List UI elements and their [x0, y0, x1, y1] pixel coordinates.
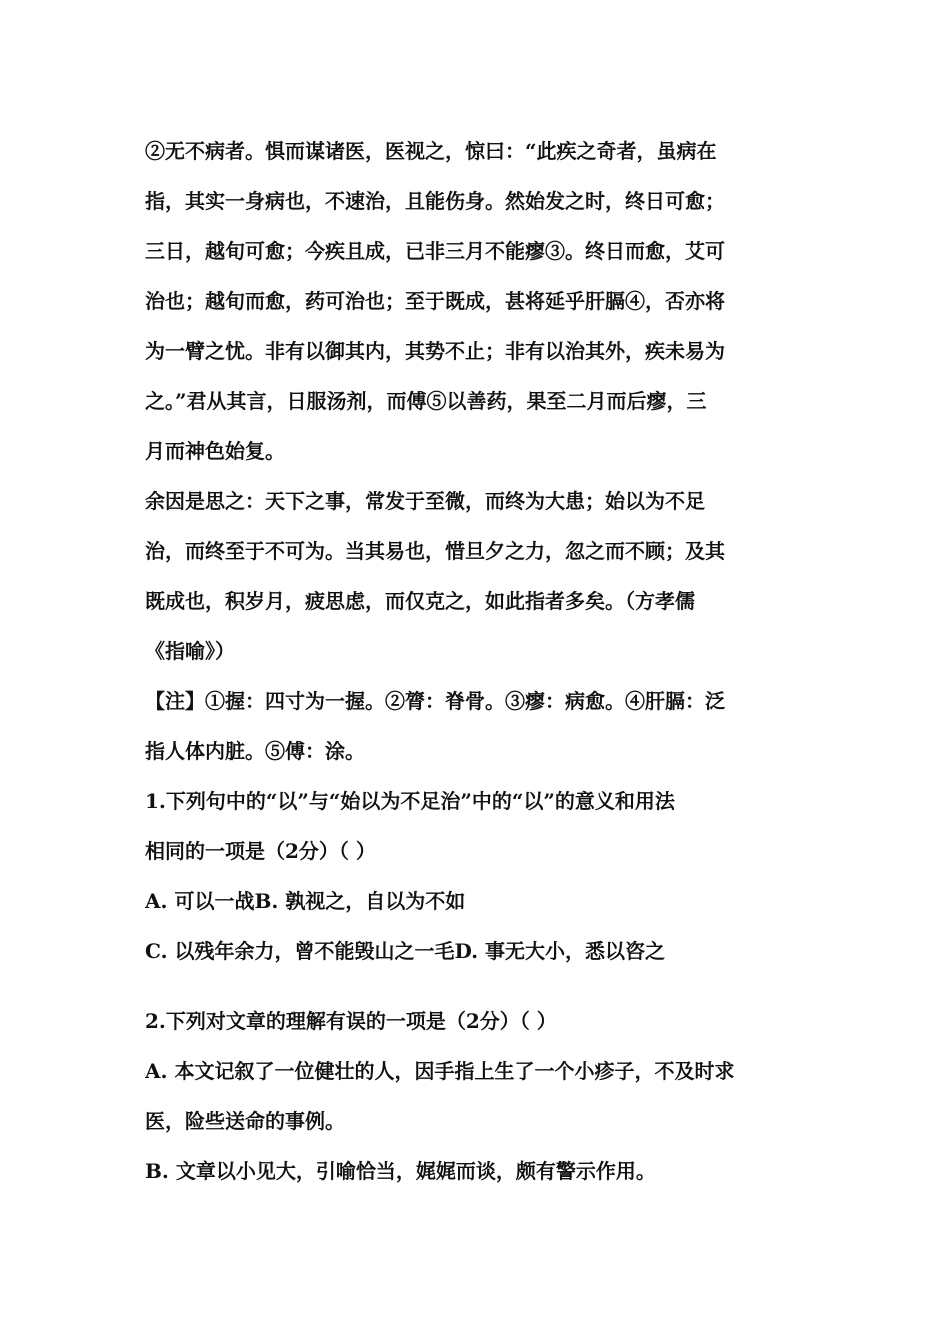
question-option-c-d: C. 以残年余力，曾不能毁山之一毛D. 事无大小，悉以咨之	[145, 939, 666, 963]
text-line: 指，其实一身病也，不速治，且能伤身。然始发之时，终日可愈；	[145, 189, 725, 213]
text-line: 三日，越旬可愈；今疾且成，已非三月不能瘳③。终日而愈，艾可	[145, 239, 725, 263]
question-stem: 2.下列对文章的理解有误的一项是（2分）（ ）	[145, 1009, 557, 1033]
annotation-notes	[145, 676, 815, 776]
spacer	[145, 976, 815, 996]
text-line: 治也；越旬而愈，药可治也；至于既成，甚将延乎肝膈④，否亦将	[145, 289, 725, 313]
text-line: 《指喻》）	[145, 639, 235, 663]
question-2	[145, 996, 815, 1196]
note-line: 【注】①握：四寸为一握。②膂：脊骨。③瘳：病愈。④肝膈：泛	[145, 689, 725, 713]
text-line: 余因是思之：天下之事，常发于至微，而终为大患；始以为不足	[145, 489, 705, 513]
document-body	[145, 126, 815, 1196]
text-line: 为一臂之忧。非有以御其内，其势不止；非有以治其外，疾未易为	[145, 339, 725, 363]
question-option-b: B. 文章以小见大，引喻恰当，娓娓而谈，颇有警示作用。	[145, 1159, 656, 1183]
question-option-a-line: A. 本文记叙了一位健壮的人，因手指上生了一个小疹子，不及时求	[145, 1059, 735, 1083]
passage-paragraph-2	[145, 476, 815, 676]
note-line: 指人体内脏。⑤傅：涂。	[145, 739, 365, 763]
text-line: 月而神色始复。	[145, 439, 285, 463]
question-stem-line: 相同的一项是（2分）（ ）	[145, 839, 376, 863]
text-line: ②无不病者。惧而谋诸医，医视之，惊曰：“此疾之奇者，虽病在	[145, 139, 717, 163]
question-stem-line: 1.下列句中的“以”与“始以为不足治”中的“以”的意义和用法	[145, 789, 675, 813]
question-1	[145, 776, 815, 976]
text-line: 既成也，积岁月，疲思虑，而仅克之，如此指者多矣。（方孝儒	[145, 589, 695, 613]
question-option-a-b: A. 可以一战B. 孰视之，自以为不如	[145, 889, 466, 913]
question-option-a-line: 医，险些送命的事例。	[145, 1109, 345, 1133]
passage-paragraph-1	[145, 126, 815, 476]
text-line: 治，而终至于不可为。当其易也，惜旦夕之力，忽之而不顾；及其	[145, 539, 725, 563]
text-line: 之。”君从其言，日服汤剂，而傅⑤以善药，果至二月而后瘳，三	[145, 389, 707, 413]
